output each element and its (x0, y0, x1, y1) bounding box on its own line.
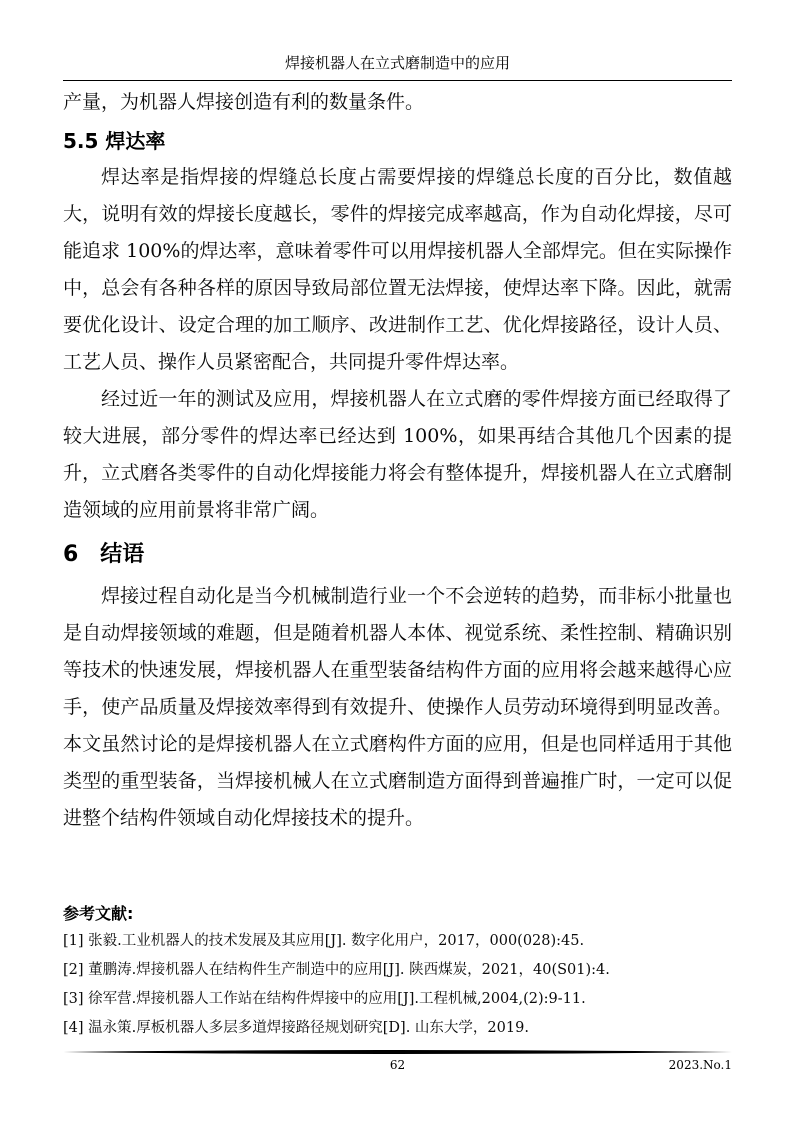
section-heading-6: 6 结语 (63, 542, 145, 567)
footer-row (63, 1058, 732, 1078)
paragraph-weld-rate-1: 焊达率是指焊接的焊缝总长度占需要焊接的焊缝总长度的百分比，数值越大，说明有效的焊接长度越长，零件的焊接完成率越高，作为自动化焊接，尽可能追求 100%的焊达率，意味着零件可以用焊接机器人全部焊完。但在实际操作中，总会有各种各样的原因导致局部位置无法焊接，使焊达率下降。因此，就需要优化设计、设定合理的加工顺序、改进制作工艺、优化焊接路径，设计人员、工艺人员、操作人员紧密配合，共同提升零件焊达率。 (63, 166, 732, 373)
reference-item-1: [1] 张毅.工业机器人的技术发展及其应用[J]. 数字化用户，2017，000(028):45. (63, 933, 585, 949)
references-heading: 参考文献: (63, 904, 134, 923)
paragraph-conclusion: 焊接过程自动化是当今机械制造行业一个不会逆转的趋势，而非标小批量也是自动焊接领域的难题，但是随着机器人本体、视觉系统、柔性控制、精确识别等技术的快速发展，焊接机器人在重型装备结构件方面的应用将会越来越得心应手，使产品质量及焊接效率得到有效提升、使操作人员劳动环境得到明显改善。本文虽然讨论的是焊接机器人在立式磨构件方面的应用，但是也同样适用于其他类型的重型装备，当焊接机械人在立式磨制造方面得到普遍推广时，一定可以促进整个结构件领域自动化焊接技术的提升。 (63, 585, 732, 829)
page-number: 62 (389, 1058, 406, 1072)
header-rule (63, 80, 732, 81)
section-heading-5-5: 5.5 焊达率 (63, 129, 166, 153)
page-footer (63, 1048, 732, 1078)
issue-label: 2023.No.1 (668, 1058, 732, 1072)
reference-item-3: [3] 徐军营.焊接机器人工作站在结构件焊接中的应用[J].工程机械,2004,(2):9-11. (63, 991, 586, 1007)
paragraph-weld-rate-2: 经过近一年的测试及应用，焊接机器人在立式磨的零件焊接方面已经取得了较大进展，部分零件的焊达率已经达到 100%，如果再结合其他几个因素的提升，立式磨各类零件的自动化焊接能力将会有整体提升，焊接机器人在立式磨制造领域的应用前景将非常广阔。 (63, 388, 732, 521)
running-head-title: 焊接机器人在立式磨制造中的应用 (284, 54, 510, 72)
references-section (63, 901, 732, 1043)
page-content (63, 84, 732, 1043)
footer-rule (63, 1048, 732, 1056)
reference-item-2: [2] 董鹏涛.焊接机器人在结构件生产制造中的应用[J]. 陕西煤炭，2021，40(S01):4. (63, 962, 610, 978)
paragraph-continuation: 产量，为机器人焊接创造有利的数量条件。 (63, 91, 425, 113)
reference-item-4: [4] 温永策.厚板机器人多层多道焊接路径规划研究[D]. 山东大学，2019. (63, 1020, 529, 1036)
page-header (63, 52, 732, 81)
